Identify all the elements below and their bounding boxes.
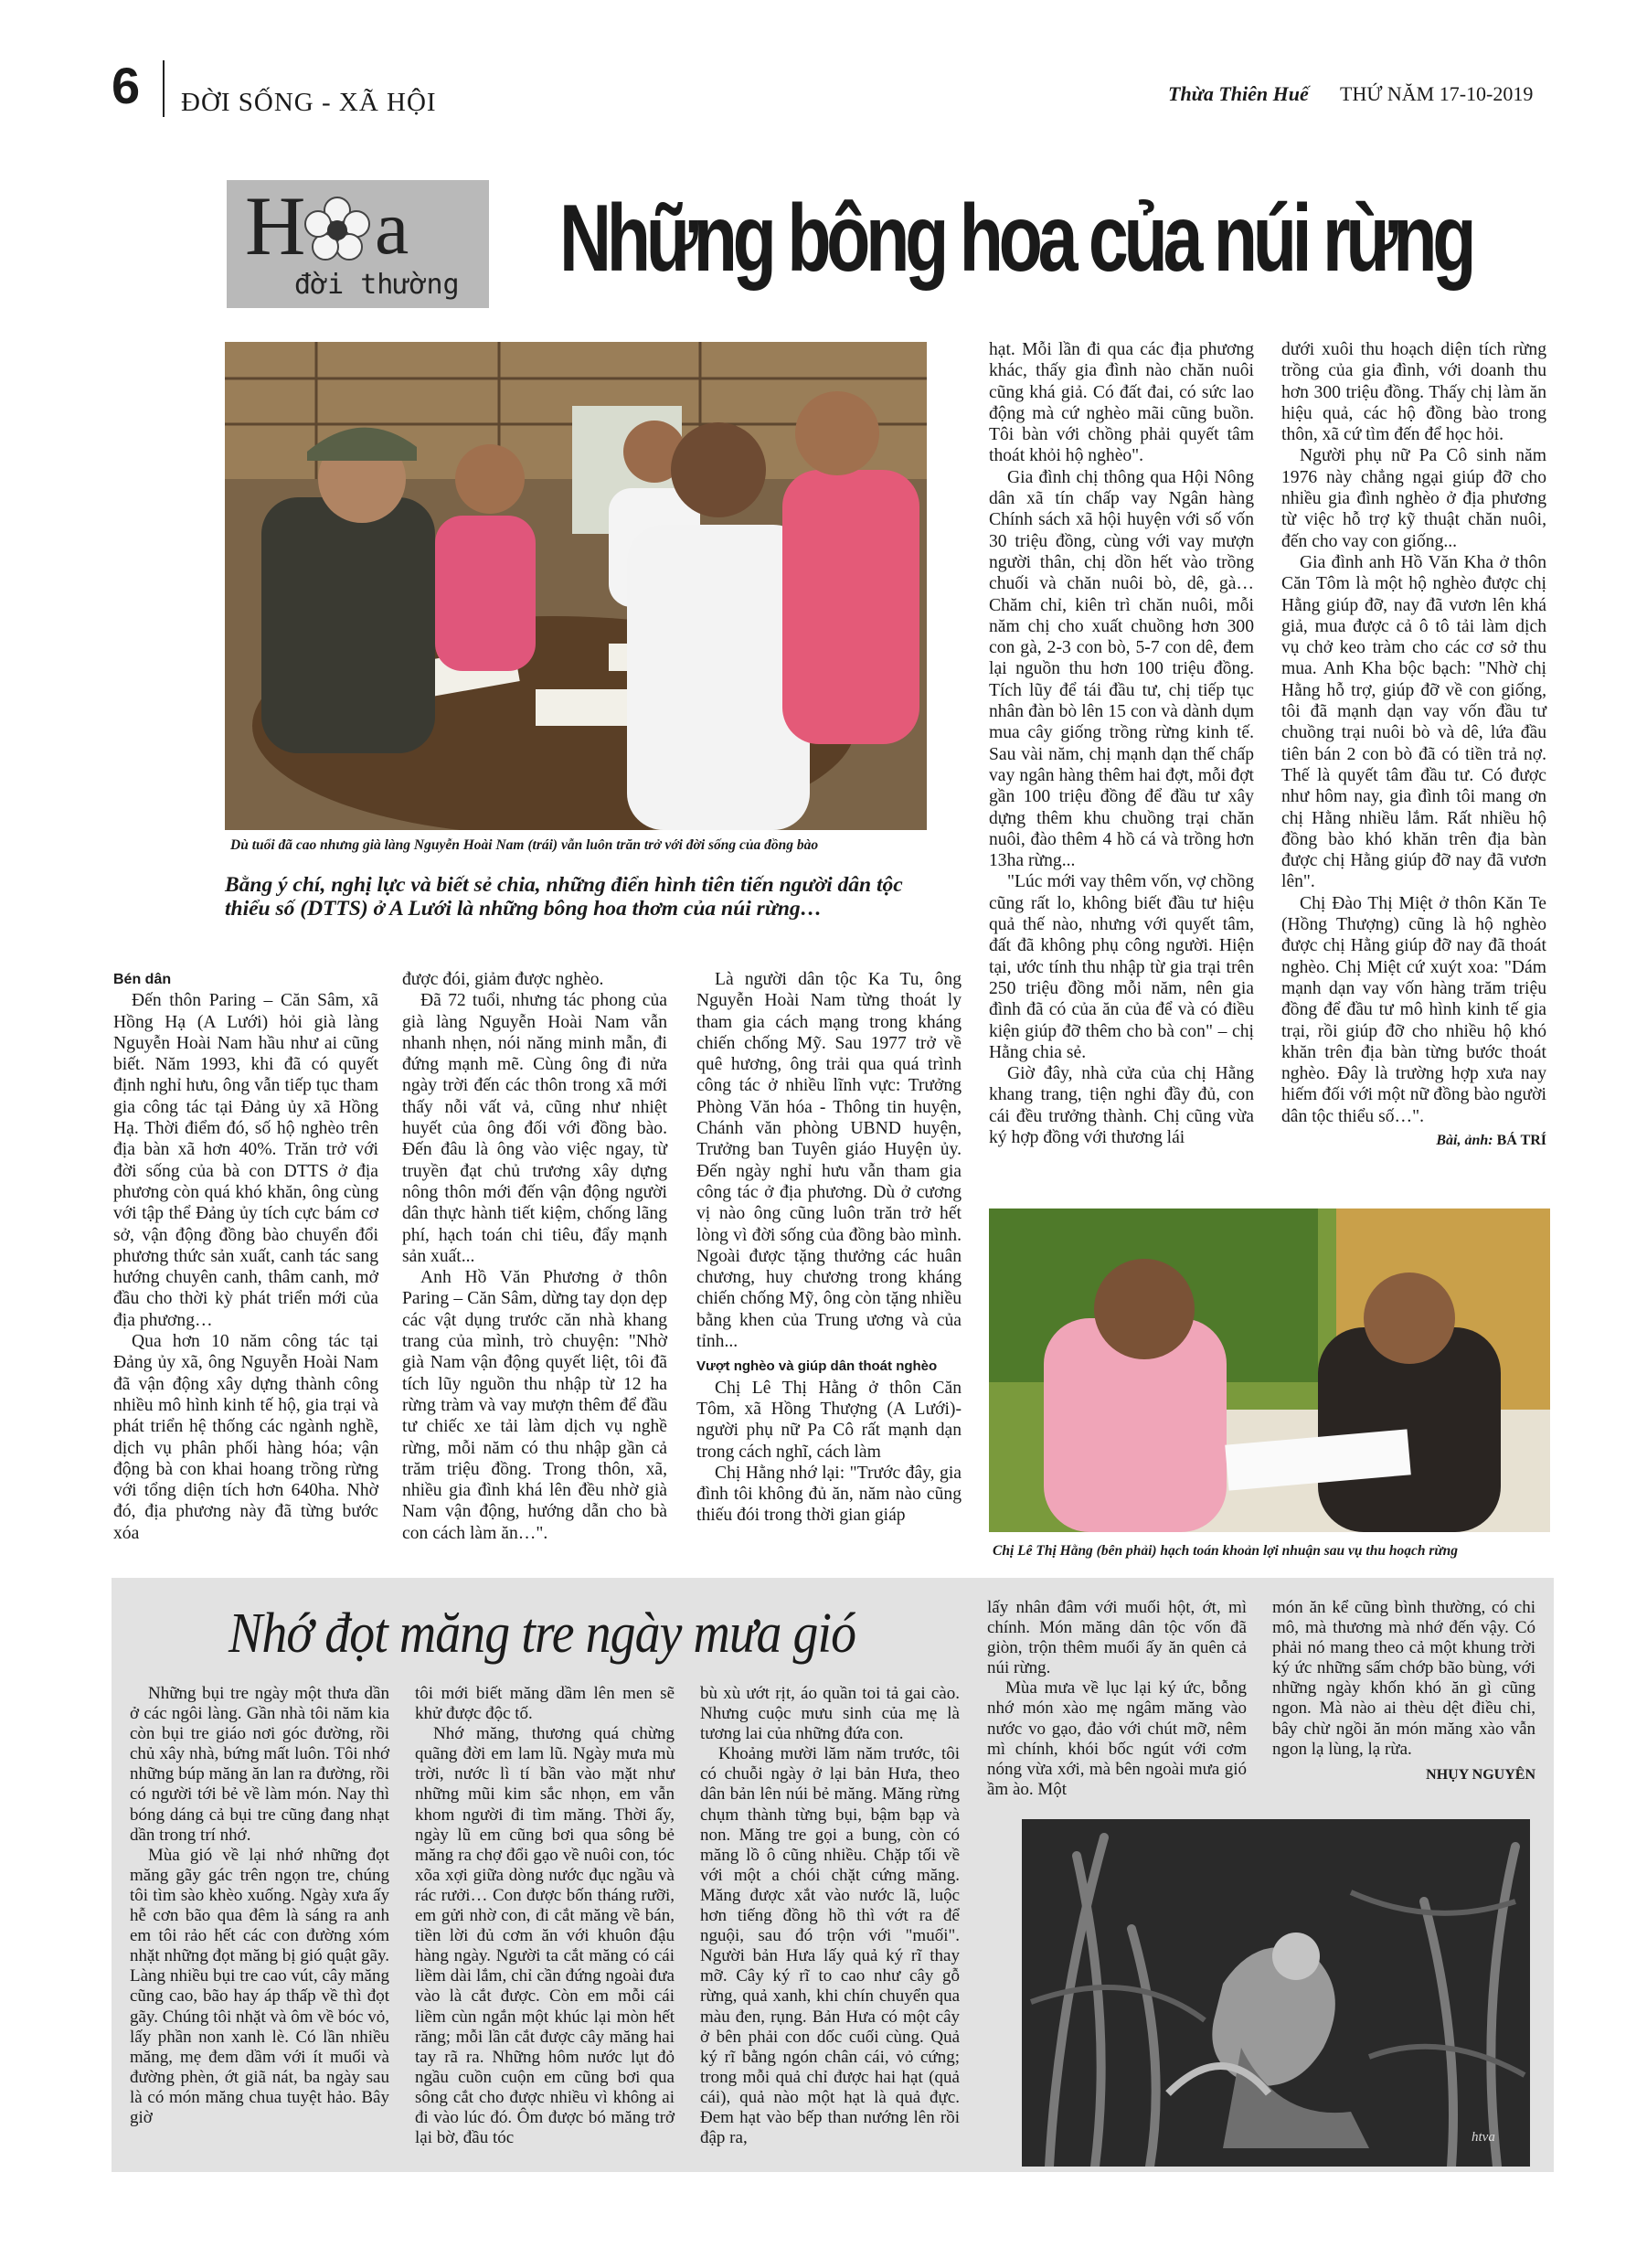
photo-village-elder xyxy=(225,342,927,830)
article2-title: Nhớ đọt măng tre ngày mưa gió xyxy=(228,1603,856,1665)
article2-col5: món ăn kể cũng bình thường, có chi mô, mà thương mà nhớ đến vậy. Có phải nó mang theo cả một khung trời ký ức những sấm chớp bão bùng, với những ngày khốn khó ăn gì cũng ngon. Mà nào ai thèu dệt điều chi, bây chừ ngồi ăn món măng xào vẫn ngon lạ lùng, lạ rừa. NHỤY NGUYÊN xyxy=(1272,1598,1535,1785)
article2-col3: bù xù ướt rịt, áo quần toi tả gai cào. Nhưng cuộc mưu sinh của mẹ là tương lai của những đứa con. Khoảng mười lăm năm trước, tôi có chuỗi ngày ở lại bản Hưa, theo dân bản lên núi bẻ măng. Măng rừng chụm thành từng bụi, bậm bạp và non. Măng tre gọi a bung, còn có măng lồ ô cũng nhiều. Chặp tối về với một a chói chặt cứng măng. Măng được xắt vào nước lã, luộc hơn tiếng đồng hồ thì vớt ra để nguội, sau đó trộn với "muối". Người bản Hưa lấy quả ký rĩ thay mỡ. Cây ký rĩ to cao như cây gỗ rừng, quả xanh, khi chín chuyển qua màu đen, rụng. Bản Hưa có một cây ở bên phải con dốc cuối cùng. Quả ký rĩ bằng ngón chân cái, vỏ cứng; trong mỗi quả chỉ được hai hạt (quả cái), quả nào một hạt là quả đực. Đem hạt vào bếp than nướng lên rồi đập ra, xyxy=(700,1684,960,2148)
article1-col3: Là người dân tộc Ka Tu, ông Nguyễn Hoài Nam từng thoát ly tham gia cách mạng trong kháng chiến chống Mỹ. Sau 1977 trở về quê hương, ông trải qua quá trình công tác ở nhiều lĩnh vực: Trưởng Phòng Văn hóa - Thông tin huyện, Chánh văn phòng UBND huyện, Trưởng ban Tuyên giáo Huyện ủy. Đến ngày nghỉ hưu vẫn tham gia công tác ở địa phương. Dù ở cương vị nào ông cũng luôn trăn trở hết lòng vì đời sống của đồng bào mình. Ngoài được tặng thưởng các huân chương, huy chương trong kháng chiến chống Mỹ, ông còn tặng nhiều bằng khen của Trung ương và của tỉnh... Vượt nghèo và giúp dân thoát nghèo Chị Lê Thị Hằng ở thôn Căn Tôm, xã Hồng Thượng (A Lưới)- người phụ nữ Pa Cô rất mạnh dạn trong cách nghĩ, cách làm Chị Hằng nhớ lại: "Trước đây, gia đình tôi không đủ ăn, năm nào cũng thiếu đói trong thời gian giáp xyxy=(696,970,962,1526)
photo1-caption: Dù tuổi đã cao nhưng già làng Nguyễn Hoài Nam (trái) vẫn luôn trăn trở với đời sống của đồng bào xyxy=(230,837,819,853)
section-name: ĐỜI SỐNG - XÃ HỘI xyxy=(181,88,437,117)
flower-icon xyxy=(303,197,371,264)
article2-col2: tôi mới biết măng dầm lên men sẽ khử được độc tố. Nhớ măng, thương quá chừng quãng đời em lam lũ. Ngày mưa mù trời, nước lì tí bần vào mặt như những mũi kim sắc nhọn, em vẫn khom người đi tìm măng. Thời ấy, ngày lũ em cũng bơi qua sông bẻ măng ra chợ đổi gạo về nuôi con, tóc xõa xợi giữa dòng nước đục ngầu và rác rưởi… Con được bốn tháng rưỡi, em gửi nhờ con, đi cắt măng về bán, tiền lời đủ cơm ăn với khuôn đậu hàng ngày. Người ta cắt măng có cái liềm dài lắm, chỉ cần đứng ngoài đưa vào là cắt được. Còn em mỗi cái liềm cùn ngắn một khúc lại mòn hết răng; mỗi lần cắt được cây măng hai tay rã ra. Những hôm nước lụt đỏ ngầu cuồn cuộn em cũng bơi qua sông cắt cho được nhiều vì không ai đi vào lúc đó. Ôm được bó măng trở lại bờ, đầu tóc xyxy=(415,1684,675,2148)
article2-col1: Những bụi tre ngày một thưa dần ở các ngôi làng. Gần nhà tôi năm kia còn bụi tre giáo nơi góc đường, rồi chủ xây nhà, bứng mất luôn. Tôi nhớ những búp măng ăn lan ra đường, rồi có người tới bẻ về làm món. Nay thì bóng dáng cả bụi tre cũng đang nhạt dần trong trí nhớ. Mùa gió về lại nhớ những đọt măng gãy gác trên ngọn tre, chúng tôi tìm sào khèo xuống. Ngày xưa ấy hễ cơn bão qua đêm là sáng ra anh em tôi rảo hết các con đường xóm nhặt những đọt măng bị gió quật gãy. Làng nhiều bụi tre cao vút, cây măng cũng cao, bão hay áp thấp về thì đọt gãy. Chúng tôi nhặt và ôm về bóc vỏ, lấy phần non xanh lè. Có lần nhiều măng, mẹ đem dầm với ít muối và đường phèn, ớt giã nát, ba ngày sau là có món măng chua tuyệt hảo. Bây giờ xyxy=(130,1684,389,2127)
paper-name: Thừa Thiên Huế xyxy=(1168,82,1309,105)
article1-col1: Bén dân Đến thôn Paring – Căn Sâm, xã Hồng Hạ (A Lưới) hỏi già làng Nguyễn Hoài Nam hầu như ai cũng biết. Năm 1993, khi đã có quyết định nghỉ hưu, ông vẫn tiếp tục tham gia công tác tại Đảng ủy xã Hồng Hạ. Thời điểm đó, số hộ nghèo trên địa bàn xã hơn 40%. Trăn trở với đời sống của bà con DTTS ở địa phương còn quá khó khăn, ông cùng với tập thể Đảng ủy tích cực bám cơ sở, vận động đồng bào chuyển đổi phương thức sản xuất, canh tác sang hướng chuyên canh, thâm canh, mở đầu cho thời kỳ phát triển mới của địa phương… Qua hơn 10 năm công tác tại Đảng ủy xã, ông Nguyễn Hoài Nam đã vận động xây dựng thành công nhiều mô hình kinh tế hộ, gia trại và phát triển hệ thống các ngành nghề, dịch vụ phân phối hàng hóa; vận động bà con khai hoang trồng rừng với tổng diện tích hơn 640ha. Nhờ đó, địa phương này đã từng bước xóa xyxy=(113,969,378,1544)
issue-date: THỨ NĂM 17-10-2019 xyxy=(1340,82,1534,105)
subhead-vuot-ngheo: Vượt nghèo và giúp dân thoát nghèo xyxy=(696,1358,938,1375)
article2-col4: lấy nhân đâm với muối hột, ớt, mì chính. Món măng dân tộc vốn đã giòn, trộn thêm muối ấy ăn quên cả núi rừng. Mùa mưa về lục lại ký ức, bỗng nhớ món xào mẹ ngâm măng vào nước vo gạo, đảo với chút mỡ, nêm mì chính, khói bốc ngút với cơm nóng vừa xới, mà bên ngoài mưa gió ầm ào. Một xyxy=(987,1598,1247,1799)
article-lead: Bằng ý chí, nghị lực và biết sẻ chia, những điển hình tiên tiến người dân tộc thiểu số (DTTS) ở A Lưới là những bông hoa thơm của núi rừng… xyxy=(225,873,903,921)
article1-byline: Bài, ảnh: BÁ TRÍ xyxy=(1436,1132,1546,1148)
article1-col2: được đói, giảm được nghèo. Đã 72 tuổi, nhưng tác phong của già làng Nguyễn Hoài Nam vẫn nhanh nhẹn, nói năng minh mẫn, đi đứng mạnh mẽ. Cùng ông đi nửa ngày trời đến các thôn trong xã mới thấy nỗi vất vả, cũng như nhiệt huyết của ông đối với đồng bào. Đến đâu là ông vào việc ngay, từ truyền đạt chủ trương xây dựng nông thôn mới đến vận động người dân thực hành tiết kiệm, chống lãng phí, hạch toán chi tiêu, đẩy mạnh sản xuất... Anh Hồ Văn Phương ở thôn Paring – Căn Sâm, dừng tay dọn dẹp các vật dụng trước căn nhà khang trang của mình, trò chuyện: "Nhờ già Nam vận động quyết liệt, tôi đã tích lũy nguồn thu nhập từ 12 ha rừng tràm và vay mượn thêm để đầu tư chiếc xe tải làm dịch vụ nghề rừng, mỗi năm có thu nhập gần cả trăm triệu đồng. Trong thôn, xã, nhiều gia đình khá lên đều nhờ già Nam vận động, hướng dẫn cho bà con cách làm ăn…". xyxy=(402,970,667,1543)
article1-col5: dưới xuôi thu hoạch diện tích rừng trồng của gia đình, với doanh thu hơn 300 triệu đồng. Thấy chị làm ăn hiệu quả, các hộ đồng bào trong thôn, xã cứ tìm đến để học hỏi. Người phụ nữ Pa Cô sinh năm 1976 này chẳng ngại giúp đỡ cho nhiều gia đình nghèo ở địa phương từ việc hỗ trợ kỹ thuật chăn nuôi, đến cho vay con giống... Gia đình anh Hồ Văn Kha ở thôn Căn Tôm là một hộ nghèo được chị Hằng giúp đỡ, nay đã vươn lên khá giả, mua được cả ô tô tải làm dịch vụ chở keo tràm cho các cơ sở thu mua. Anh Kha bộc bạch: "Nhờ chị Hằng hỗ trợ, giúp đỡ về con giống, tôi đã mạnh dạn vay vốn đầu tư chuồng trại nuôi bò và dê, lứa đầu tiên bán 2 con bò đã có tiền trả nợ. Thế là quyết tâm đầu tư. Có được như hôm nay, gia đình tôi mang ơn chị Hằng nhiều lắm. Rất nhiều hộ đồng bào khó khăn trên địa bàn được chị Hằng giúp đỡ nay đã vươn lên". Chị Đào Thị Miệt ở thôn Kăn Te (Hồng Thượng) cũng là hộ nghèo được chị Hằng giúp đỡ nay đã thoát nghèo. Chị Miệt cứ xuýt xoa: "Dám mạnh dạn vay vốn hàng trăm triệu đồng để đầu tư mô hình kinh tế gia trại, rồi giúp đỡ cho nhiều hộ khó khăn trên địa bàn từng bước thoát nghèo. Đây là trường hợp xưa nay hiếm đối với một nữ đồng bào người dân tộc thiểu số…". Bài, ảnh: BÁ TRÍ xyxy=(1281,339,1546,1151)
subhead-ben-dan: Bén dân xyxy=(113,972,172,987)
bamboo-illustration xyxy=(1022,1819,1530,2167)
column-logo: H a đời thường xyxy=(227,180,489,308)
article1-col4: hạt. Mỗi lần đi qua các địa phương khác, thấy gia đình nào chăn nuôi cũng khá giả. Có đất đai, có sức lao động mà cứ nghèo mãi cũng buồn. Tôi bàn với chồng phải quyết tâm thoát khỏi hộ nghèo". Gia đình chị thông qua Hội Nông dân xã tín chấp vay Ngân hàng Chính sách xã hội huyện với số vốn 30 triệu đồng, cùng với vay mượn người thân, chị dồn hết vào trồng chuối và chăn nuôi bò, dê, gà… Chăm chỉ, kiên trì chăn nuôi, mỗi năm chị cho xuất chuồng hơn 300 con gà, 2-3 con bò, 5-7 con dê, đem lại nguồn thu hơn 100 triệu đồng. Tích lũy để tái đầu tư, chị tiếp tục nhân đàn bò lên 15 con và dành dụm mua cây giống trồng rừng kinh tế. Sau vài năm, chị mạnh dạn thế chấp vay ngân hàng thêm hai đợt, mỗi đợt gần 100 triệu đồng để đầu tư xây dựng thêm khu chuồng trại chăn nuôi, đào thêm 4 hồ cá và trồng hơn 13ha rừng... "Lúc mới vay thêm vốn, vợ chồng cũng rất lo, không biết đầu tư hiệu quả thế nào, nhưng với quyết tâm, đất đã không phụ công người. Hiện tại, ước tính thu nhập từ gia trại trên 250 triệu đồng mỗi năm, nên gia đình đã có của ăn của để và có điều kiện giúp đỡ thêm cho bà con" – chị Hằng chia sẻ. Giờ đây, nhà cửa của chị Hằng khang trang, tiện nghi đầy đủ, con cái đều trưởng thành. Chị cũng vừa ký hợp đồng với thương lái xyxy=(989,340,1254,1147)
photo-hang-accounting xyxy=(989,1209,1550,1532)
photo2-caption: Chị Lê Thị Hằng (bên phải) hạch toán khoản lợi nhuận sau vụ thu hoạch rừng xyxy=(993,1543,1459,1559)
page-number: 6 xyxy=(112,57,141,114)
illustration-signature: htva xyxy=(1472,2130,1495,2145)
article-title: Những bông hoa của núi rừng xyxy=(559,186,1472,292)
article2-byline: NHỤY NGUYÊN xyxy=(1426,1766,1535,1783)
header-divider xyxy=(163,60,165,117)
